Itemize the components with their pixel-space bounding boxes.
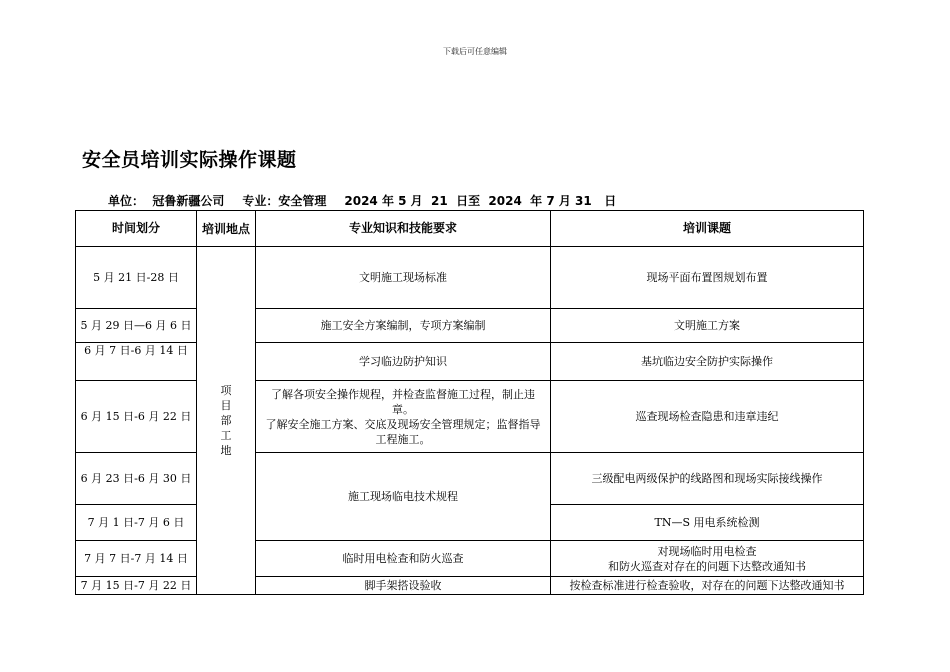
cell-topic: TN—S 用电系统检测 — [551, 505, 864, 541]
location-char: 工 — [220, 429, 232, 442]
training-plan-table — [75, 210, 864, 595]
cell-time: 6 月 15 日-6 月 22 日 — [76, 381, 197, 453]
meta-line — [108, 192, 634, 209]
cell-time: 5 月 21 日-28 日 — [76, 247, 197, 309]
table-row — [76, 247, 864, 309]
topic-line: 对现场临时用电检查 — [657, 544, 757, 558]
header-note: 下载后可任意编辑 — [443, 47, 507, 56]
period-label: 2024 年 5 月 21 日至 2024 年 7 月 31 日 — [344, 194, 617, 208]
cell-topic: 按检查标准进行检查验收，对存在的问题下达整改通知书 — [551, 577, 864, 595]
cell-topic: 基坑临边安全防护实际操作 — [551, 343, 864, 381]
location-char: 部 — [220, 414, 232, 427]
table-row — [76, 381, 864, 453]
cell-time: 6 月 23 日-6 月 30 日 — [76, 453, 197, 505]
topic-line: 和防火巡查对存在的问题下达整改通知书 — [608, 559, 806, 573]
cell-location — [197, 247, 256, 595]
table-row — [76, 577, 864, 595]
cell-time: 5 月 29 日—6 月 6 日 — [76, 309, 197, 343]
location-char: 目 — [220, 399, 232, 412]
location-char: 地 — [220, 444, 232, 457]
specialty-label: 专业：安全管理 — [242, 194, 327, 208]
table-row — [76, 541, 864, 577]
knowledge-line: 了解各项安全操作规程，并检查监督施工过程，制止违章。 — [271, 387, 535, 416]
cell-knowledge: 学习临边防护知识 — [256, 343, 551, 381]
page-title: 安全员培训实际操作课题 — [82, 149, 297, 171]
cell-knowledge: 施工安全方案编制，专项方案编制 — [256, 309, 551, 343]
table-row — [76, 343, 864, 381]
table-row — [76, 453, 864, 505]
cell-knowledge: 脚手架搭设验收 — [256, 577, 551, 595]
cell-time: 6 月 7 日-6 月 14 日 — [76, 343, 197, 381]
cell-time: 7 月 7 日-7 月 14 日 — [76, 541, 197, 577]
knowledge-line: 了解安全施工方案、交底及现场安全管理规定；监督指导工程施工。 — [265, 417, 541, 446]
cell-knowledge: 施工现场临电技术规程 — [256, 453, 551, 541]
cell-time: 7 月 1 日-7 月 6 日 — [76, 505, 197, 541]
cell-knowledge: 临时用电检查和防火巡查 — [256, 541, 551, 577]
cell-topic: 文明施工方案 — [551, 309, 864, 343]
header-location: 培训地点 — [197, 211, 256, 247]
unit-label: 单位： 冠鲁新疆公司 — [108, 194, 225, 208]
cell-topic: 三级配电两级保护的线路图和现场实际接线操作 — [551, 453, 864, 505]
cell-topic: 现场平面布置图规划布置 — [551, 247, 864, 309]
table-header-row — [76, 211, 864, 247]
table-row — [76, 309, 864, 343]
header-knowledge: 专业知识和技能要求 — [256, 211, 551, 247]
cell-topic — [551, 541, 864, 577]
header-time: 时间划分 — [76, 211, 197, 247]
cell-knowledge — [256, 381, 551, 453]
cell-time: 7 月 15 日-7 月 22 日 — [76, 577, 197, 595]
header-topic: 培训课题 — [551, 211, 864, 247]
location-char: 项 — [220, 384, 232, 397]
cell-topic: 巡查现场检查隐患和违章违纪 — [551, 381, 864, 453]
cell-knowledge: 文明施工现场标准 — [256, 247, 551, 309]
